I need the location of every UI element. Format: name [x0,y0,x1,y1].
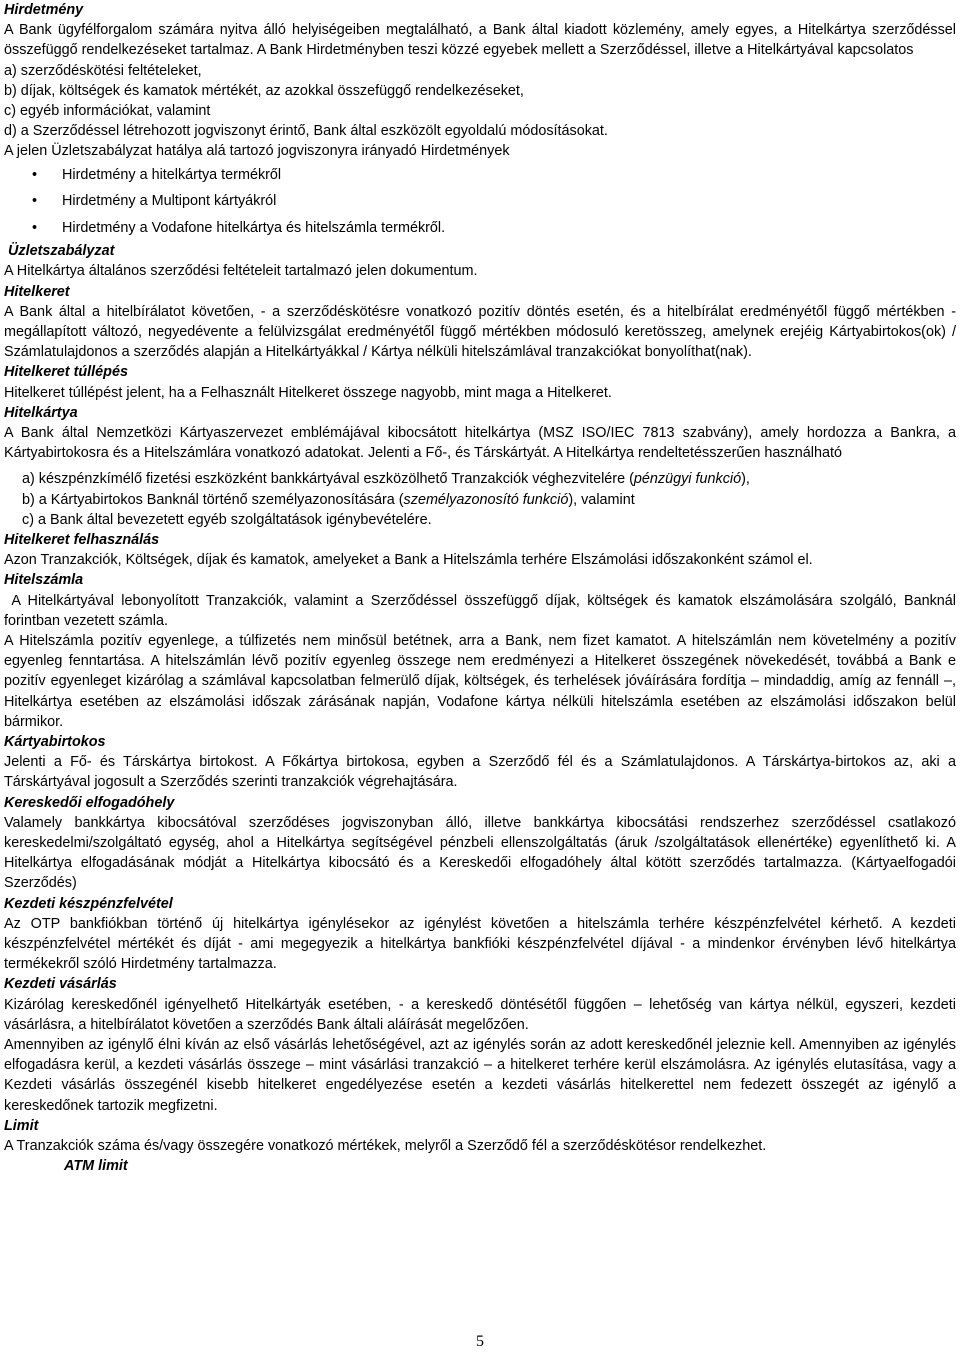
definition-text: Amennyiben az igénylő élni kíván az első vásárlás lehetőségével, azt az igénylés során az adott kereskedőnél jeleznie kell. Amennyiben az igénylés elfogadásra kerül, a kezdeti vásárlás összege – mint vásárlási tranzakció – a hitelkeret terhére kerül elszámolásra. Az igénylés elutasítása, vagy a Kezdeti vásárlás összegénél kisebb hitelkeret engedélyezése esetén a kezdeti vásárlás hitelkerettel nem fedezett összegét az igénylő a kereskedőnek tartozik megfizetni. [4,1037,956,1114]
list-item [4,215,956,242]
bullet-icon: • [32,193,38,210]
term-heading: Kezdeti vásárlás [4,976,117,993]
term-heading: Hitelszámla [4,572,84,589]
list-item-text: Hirdetmény a Multipont kártyákról [62,193,277,210]
definition-text: Jelenti a Fő- és Társkártya birtokost. A Főkártya birtokosa, egyben a Szerződő fél és a Számlatulajdonos. A Társkártya-birtokos az, aki a Társkártyával jogosult a Szerződés szerinti tranzakciók végrehajtására. [4,754,956,791]
definition-text: A Bank által a hitelbírálatot követően, - a szerződéskötésre vonatkozó pozitív döntés esetén, és a hitelbírálat eredményétől függő mértékben - megállapított változó, negyedévente a felülvizsgálat eredményétől függő mértékben módosuló keretösszeg, amelynek erejéig Kártyabirtokos(ok) / Számlatulajdonos a szerződés alapján a Hitelkártyákkal / Kártya nélküli hitelszámlával tranzakciókat bonyolíthat(nak). [4,303,956,361]
list-item: b) díjak, költségek és kamatok mértékét, az azokkal összefüggő rendelkezéseket, [4,82,524,99]
list-item: c) a Bank által bevezetett egyéb szolgáltatások igénybevételére. [22,511,432,528]
definition-text: A Hitelszámla pozitív egyenlege, a túlfizetés nem minősül betétnek, arra a Bank, nem fizet kamatot. A hitelszámlán nem követelmény a pozitív egyenleg fenntartása. A hitelszámlán lévõ pozitív egyenleg összege nem eredményezi a Hitelkeret összegének növekedését, továbbá a Bank e pozitív egyenleget kizárólag a számlával kapcsolatban felmerülő díjak, költségek, és terhelések jóváírására fordítja – mindaddig, amíg az fennáll –, Hitelkártya esetében az elszámolási időszak zárásának napján, Vodafone kártya nélküli hitelszámla esetében az elszámolási időszakon belül bármikor. [4,632,956,730]
definition-text: Hitelkeret túllépést jelent, ha a Felhasznált Hitelkeret összege nagyobb, mint maga a Hitelkeret. [4,384,612,401]
document-body [4,0,960,1176]
definition-text: A jelen Üzletszabályzat hatálya alá tartozó jogviszonyra irányadó Hirdetmények [4,143,510,160]
bullet-list [4,162,956,242]
term-heading: Limit [4,1117,39,1134]
list-item: d) a Szerződéssel létrehozott jogviszonyt érintő, Bank által eszközölt egyoldalú módosításokat. [4,123,608,140]
term-heading: Üzletszabályzat [8,243,115,260]
list-item: a) készpénzkímélő fizetési eszközként bankkártyával eszközölhető Tranzakciók véghezvitelére (pénzügyi funkció), [22,471,750,488]
lettered-list [4,469,956,530]
term-heading: Kereskedői elfogadóhely [4,794,175,811]
bullet-icon: • [32,166,38,183]
definition-text: Valamely bankkártya kibocsátóval szerződéses jogviszonyban álló, illetve bankkártya kibocsátási rendszerhez szerződéssel csatlakozó kereskedelmi/szolgáltató egység, ahol a Hitelkártya segítségével pénzbeli ellenszolgáltatás (áruk /szolgáltatások ellenértéke) egyenlíthető ki. A Hitelkártya elfogadásának módját a Hitelkártya kibocsátó és a Kereskedői elfogadóhely által kötött szerződés tartalmazza. (Kártyaelfogadói Szerződés) [4,814,956,892]
term-heading: Hitelkártya [4,404,78,421]
term-heading: Hitelkeret [4,283,70,300]
list-item [4,188,956,215]
term-heading: Kezdeti készpénzfelvétel [4,895,173,912]
page-number: 5 [476,1333,484,1350]
term-heading: Hirdetmény [4,2,84,18]
list-item: a) szerződéskötési feltételeket, [4,62,202,79]
definition-text: A Hitelkártya általános szerződési feltételeit tartalmazó jelen dokumentum. [4,263,478,280]
definition-text: A Tranzakciók száma és/vagy összegére vonatkozó mértékek, melyről a Szerződő fél a szerződéskötésor rendelkezhet. [4,1138,767,1155]
list-item-text: Hirdetmény a Vodafone hitelkártya és hitelszámla termékről. [62,219,446,236]
definition-text: A Bank által Nemzetközi Kártyaszervezet emblémájával kibocsátott hitelkártya (MSZ ISO/IEC 7813 szabvány), amely hordozza a Bankra, a Kártyabirtokosra és a Hitelszámlára vonatkozó adatokat. Jelenti a Fő-, és Társkártyát. A Hitelkártya rendeltetésszerűen használható [4,424,956,462]
list-item [4,162,956,189]
term-heading: Hitelkeret túllépés [4,364,128,381]
term-heading: ATM limit [64,1158,128,1175]
definition-text: A Bank ügyfélforgalom számára nyitva álló helyiségeiben megtalálható, a Bank által kiadott közlemény, amely egyes, a Hitelkártya szerződéssel összefüggő rendelkezéseket tartalmaz. A Bank Hirdetményben teszi közzé egyebek mellett a Szerződéssel, illetve a Hitelkártyával kapcsolatos [4,22,956,59]
list-item: b) a Kártyabirtokos Banknál történő személyazonosítására (személyazonosító funkció), valamint [22,491,635,508]
term-heading: Kártyabirtokos [4,734,106,750]
list-item: c) egyéb információkat, valamint [4,103,211,120]
definition-text: Az OTP bankfiókban történő új hitelkártya igénylésekor az igénylést követően a hitelszámla terhére készpénzfelvétel kérhető. A kezdeti készpénzfelvétel mértékét és díját - ami megegyezik a hitelkártya bankfióki készpénzfelvétel díjával - a mindenkor érvényben lévő hitelkártya termékekről szóló Hirdetmény tartalmazza. [4,915,956,973]
definition-text: A Hitelkártyával lebonyolított Tranzakciók, valamint a Szerződéssel összefüggő díjak, költségek és kamatok elszámolására szolgáló, Banknál forintban vezetett számla. [4,592,960,629]
list-item-text: Hirdetmény a hitelkártya termékről [62,166,282,183]
definition-text: Kizárólag kereskedőnél igényelhető Hitelkártyák esetében, - a kereskedő döntésétől függően – lehetőség van kártya nélkül, egyszeri, kezdeti vásárlásra, a hitelbírálatot követően a szerződés Bank általi aláírását megelőzően. [4,996,956,1033]
term-heading: Hitelkeret felhasználás [4,531,160,548]
definition-text: Azon Tranzakciók, Költségek, díjak és kamatok, amelyeket a Bank a Hitelszámla terhére Elszámolási időszakonként számol el. [4,552,813,569]
lettered-list [4,61,956,142]
bullet-icon: • [32,219,38,236]
